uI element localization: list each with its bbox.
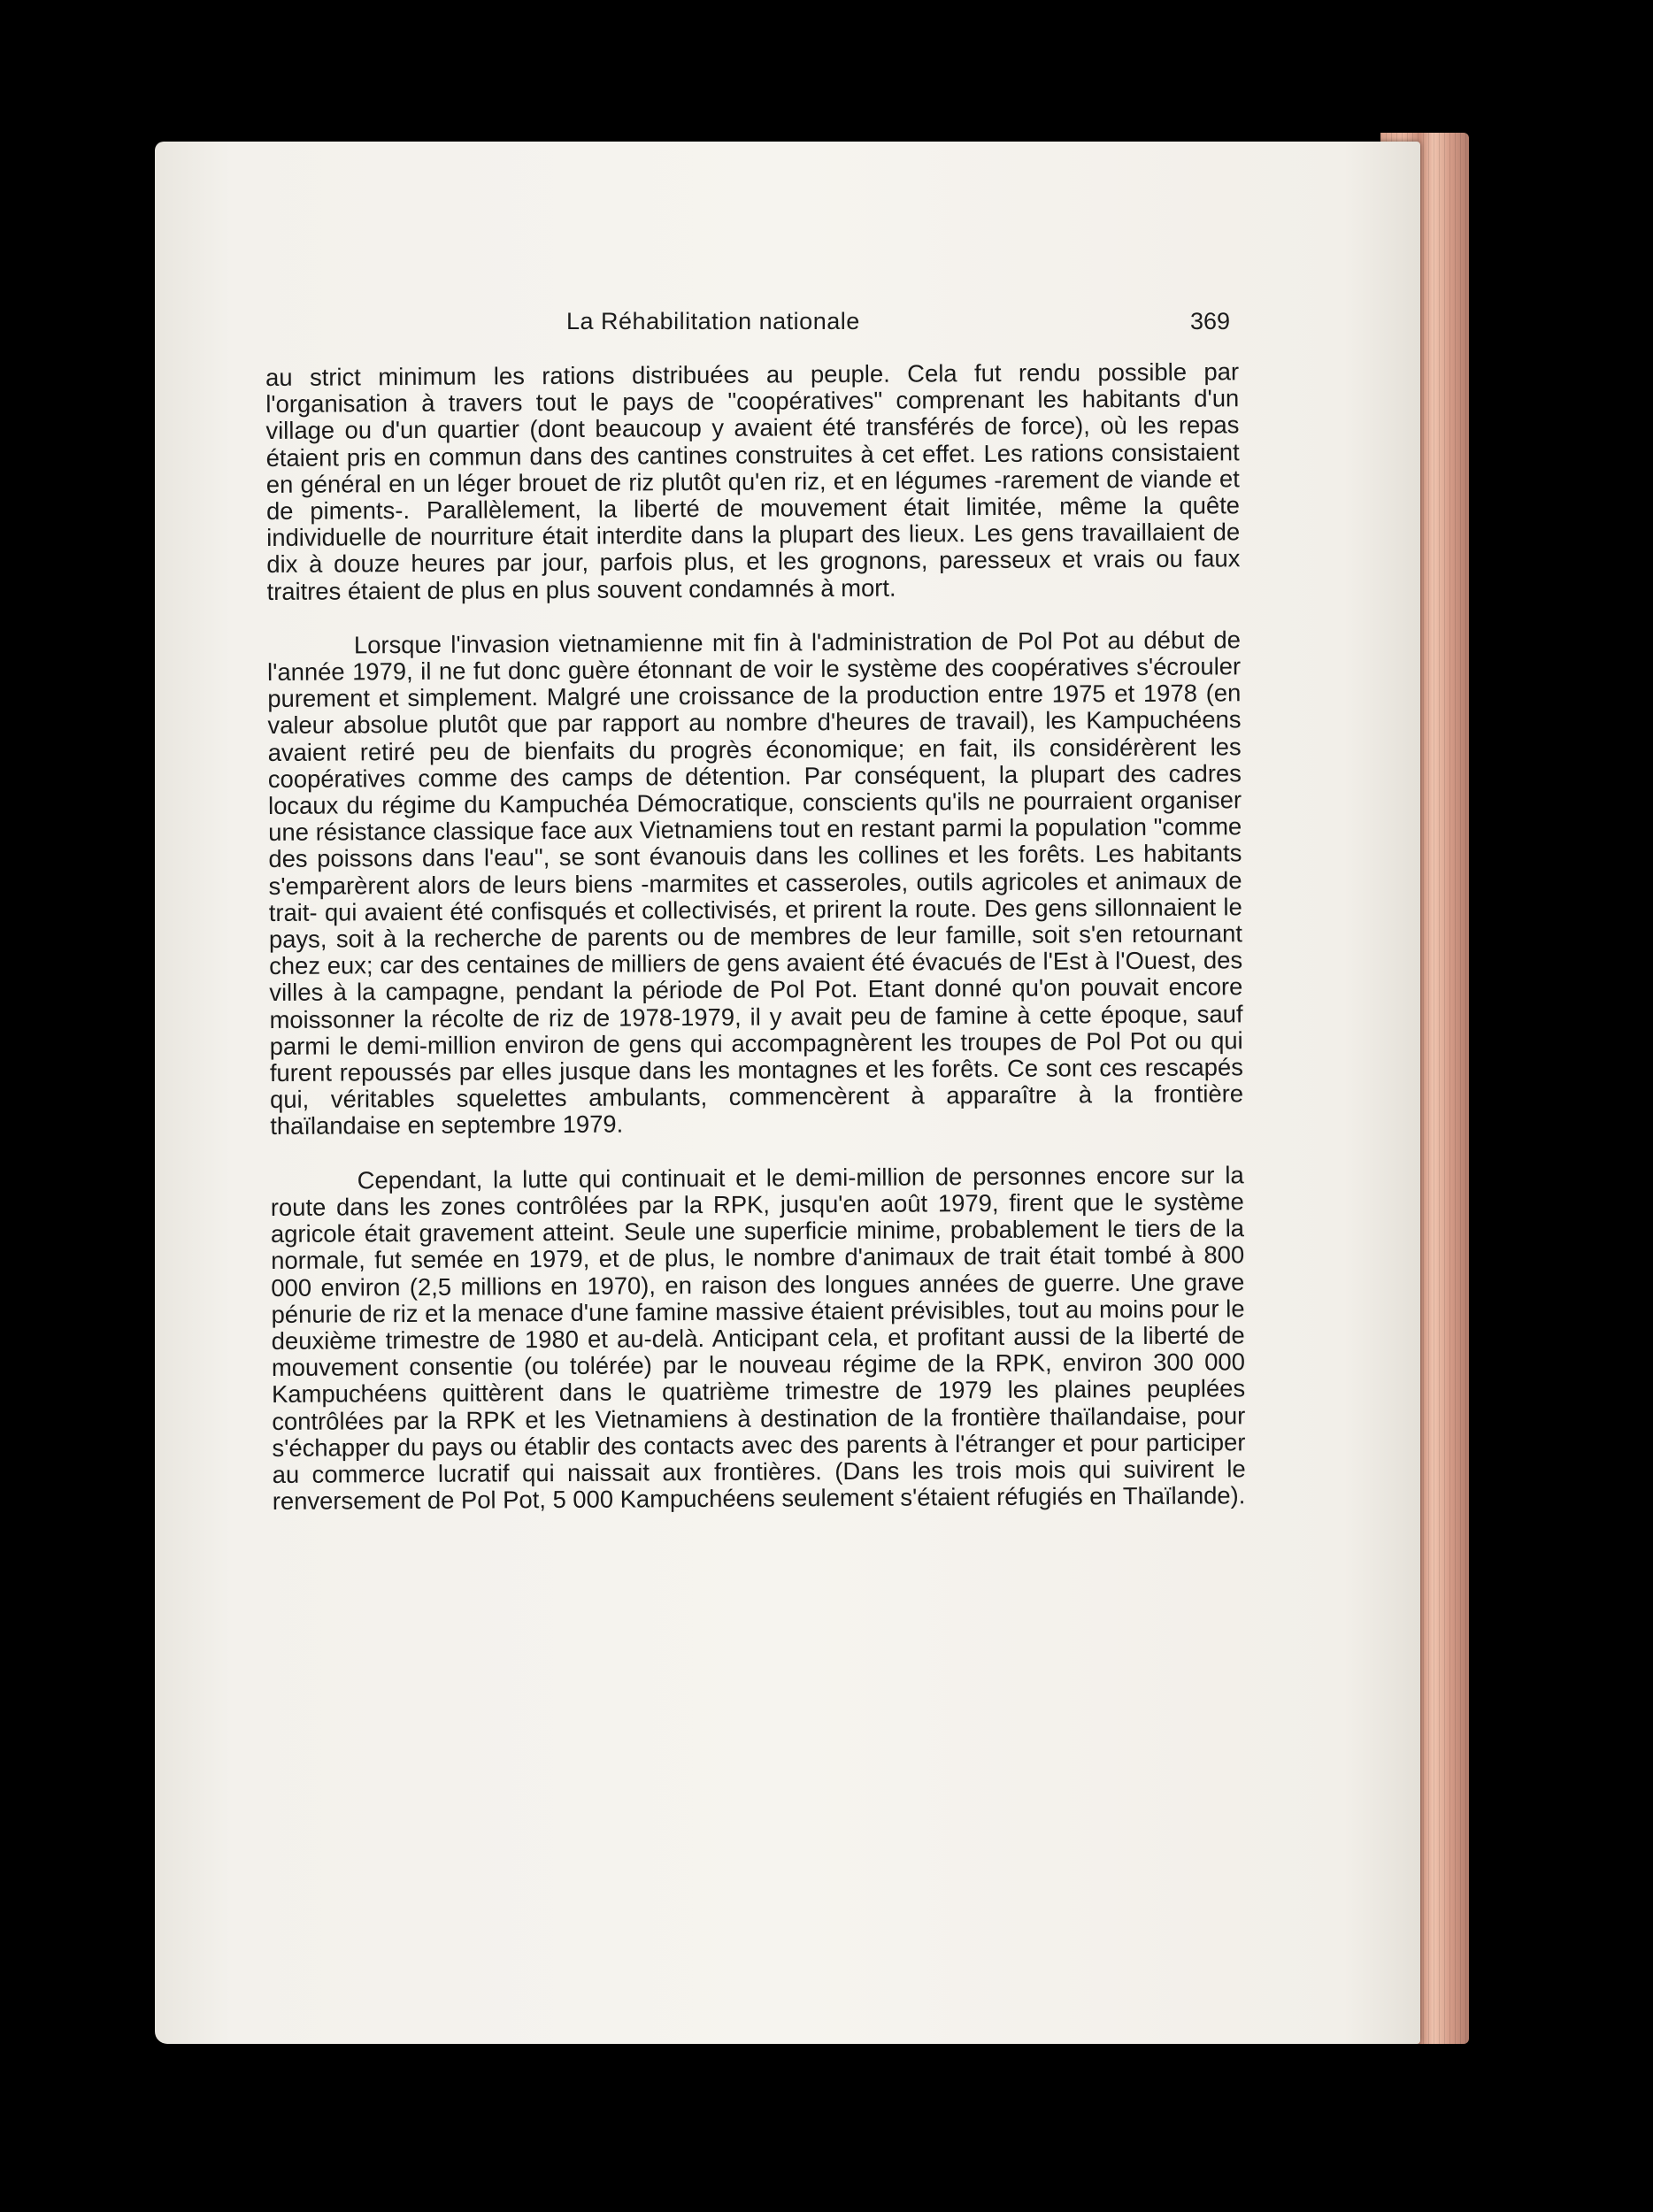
- running-title: La Réhabilitation nationale: [566, 308, 860, 334]
- body-text: [265, 358, 1246, 1542]
- paragraph-2: Lorsque l'invasion vietnamienne mit fin à l'administration de Pol Pot au début de l'année 1979, il ne fut donc guère étonnant de voir le système des coopératives s'écrouler purement et simplement. Malgré une croissance de la production entre 1975 et 1978 (en valeur absolue plutôt que par rapport au nombre d'heures de travail), les Kampuchéens avaient retiré peu de bienfaits du progrès économique; en fait, ils considérèrent les coopératives comme des camps de détention. Par conséquent, la plupart des cadres locaux du régime du Kampuchéa Démocratique, conscients qu'ils ne pourraient organiser une résistance classique face aux Vietnamiens tout en restant parmi la population "comme des poissons dans l'eau", se sont évanouis dans les collines et les forêts. Les habitants s'emparèrent alors de leurs biens -marmites et casseroles, outils agricoles et animaux de trait- qui avaient été confisqués et collectivisés, et prirent la route. Des gens sillonnaient le pays, soit à la recherche de parents ou de membres de leur famille, soit s'en retournant chez eux; car des centaines de milliers de gens avaient été évacués de l'Est à l'Ouest, des villes à la campagne, pendant la période de Pol Pot. Etant donné qu'on pouvait encore moissonner la récolte de riz de 1978-1979, il y avait peu de famine à cette époque, sauf parmi le demi-million environ de gens qui accompagnèrent les troupes de Pol Pot ou qui furent repoussés par elles jusque dans les montagnes et les forêts. Ce sont ces rescapés qui, véritables squelettes ambulants, commencèrent à apparaître à la frontière thaïlandaise en septembre 1979.: [267, 626, 1244, 1141]
- page-number: 369: [1190, 308, 1231, 334]
- paragraph-1: au strict minimum les rations distribuées au peuple. Cela fut rendu possible par l'organisation à travers tout le pays de "coopératives" comprenant les habitants d'un village ou d'un quartier (dont beaucoup y avaient été transférés de force), où les repas étaient pris en commun dans des cantines construites à cet effet. Les rations consistaient en général en un léger brouet de riz plutôt qu'en riz, et en légumes -rarement de viande et de piments-. Parallèlement, la liberté de mouvement était limitée, même la quête individuelle de nourriture était interdite dans la plupart des lieux. Les gens travaillaient de dix à douze heures par jour, parfois plus, et les grognons, paresseux et vrais ou faux traitres étaient de plus en plus souvent condamnés à mort.: [265, 357, 1241, 605]
- paragraph-3: Cependant, la lutte qui continuait et le demi-million de personnes encore sur la route dans les zones contrôlées par la RPK, jusqu'en août 1979, firent que le système agricole était gravement atteint. Seule une superficie minime, probablement le tiers de la normale, fut semée en 1979, et de plus, le nombre d'animaux de trait était tombé à 800 000 environ (2,5 millions en 1970), en raison des longues années de guerre. Une grave pénurie de riz et la menace d'une famine massive étaient prévisibles, tout au moins pour le deuxième trimestre de 1980 et au-delà. Anticipant cela, et profitant aussi de la liberté de mouvement consentie (ou tolérée) par le nouveau régime de la RPK, environ 300 000 Kampuchéens quittèrent dans le quatrième trimestre de 1979 les plaines peuplées contrôlées par la RPK et les Vietnamiens à destination de la frontière thaïlandaise, pour s'échapper du pays ou établir des contacts avec des parents à l'étranger et pour participer au commerce lucratif qui naissait aux frontières. (Dans les trois mois qui suivirent le renversement de Pol Pot, 5 000 Kampuchéens seulement s'étaient réfugiés en Thaïlande).: [270, 1160, 1246, 1516]
